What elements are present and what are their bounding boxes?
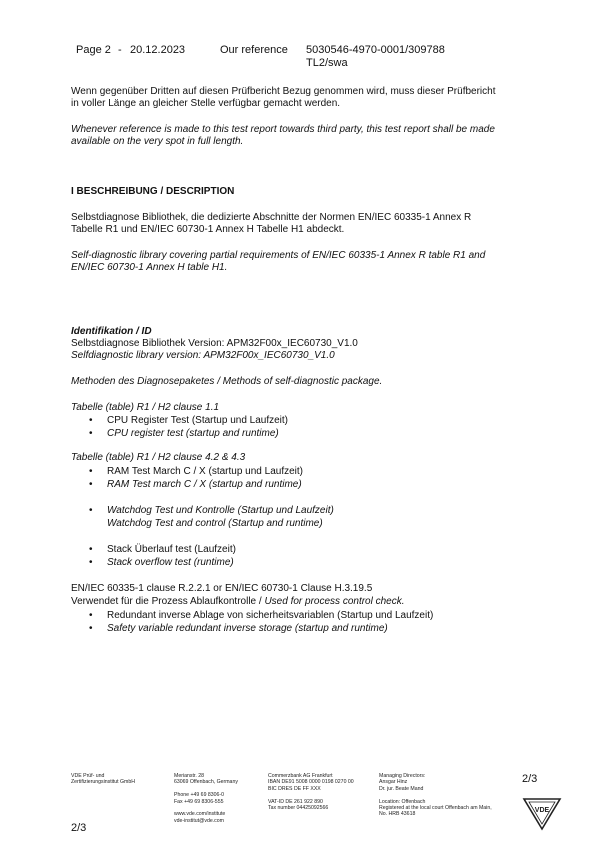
bullet-icon: • (89, 623, 93, 634)
header-separator: - (118, 44, 122, 56)
footer-directors: Managing Directors: Ansgar Hinz Dr. jur. Beate Mand Location: Offenbach Registered at the local court Offenbach am Main, No. HRB 43618 (379, 773, 492, 818)
description-de-line1: Selbstdiagnose Bibliothek, die dedizierte Abschnitte der Normen EN/IEC 60335-1 Annex R (71, 212, 472, 223)
library-version-de: Selbstdiagnose Bibliothek Version: APM32F00x_IEC60730_V1.0 (71, 338, 358, 349)
list-item: Redundant inverse Ablage von sicherheitsvariablen (Startup und Laufzeit) (107, 610, 434, 621)
notice-en-line2: available on the very spot in full length. (71, 136, 244, 147)
list-item: RAM Test March C / X (startup und Laufzeit) (107, 466, 304, 477)
notice-de-line1: Wenn gegenüber Dritten auf diesen Prüfbericht Bezug genommen wird, muss dieser Prüfbericht (71, 86, 496, 97)
vde-logo (522, 796, 562, 832)
reference-code: TL2/swa (306, 57, 348, 69)
list-item: Safety variable redundant inverse storage (startup and runtime) (107, 623, 388, 634)
page-label: Page 2 (76, 44, 111, 56)
process-control-line (71, 596, 405, 609)
list-item: CPU Register Test (Startup und Laufzeit) (107, 415, 289, 426)
list-item: CPU register test (startup and runtime) (107, 428, 279, 439)
bullet-icon: • (89, 479, 93, 490)
bullet-icon: • (89, 544, 93, 555)
bullet-icon: • (89, 557, 93, 568)
list-item: RAM Test march C / X (startup and runtime) (107, 479, 302, 490)
bullet-icon: • (89, 610, 93, 621)
description-de-line2: Tabelle R1 und EN/IEC 60730-1 Annex H Tabelle H1 abdeckt. (71, 224, 345, 235)
list-item-continuation: Watchdog Test and control (Startup and runtime) (107, 518, 323, 529)
process-control-de: Verwendet für die Prozess Ablaufkontrolle / (71, 596, 262, 607)
bullet-icon: • (89, 415, 93, 426)
description-en-line1: Self-diagnostic library covering partial requirements of EN/IEC 60335-1 Annex R table R1 and (71, 250, 486, 261)
list-item: Stack Überlauf test (Laufzeit) (107, 544, 236, 555)
bullet-icon: • (89, 505, 93, 516)
process-control-en: Used for process control check. (264, 596, 405, 607)
notice-de-line2: in voller Länge an gleicher Stelle verfügbar gemacht werden. (71, 98, 341, 109)
footer-address: Merianstr. 28 63069 Offenbach, Germany Phone +49 69 8306-0 Fax +49 69 8306-555 www.vde.com/institute vde-institut@vde.com (174, 773, 238, 824)
table2-title: Tabelle (table) R1 / H2 clause 4.2 & 4.3 (71, 452, 246, 463)
list-item: Stack overflow test (runtime) (107, 557, 234, 568)
footer-bank: Commerzbank AG Frankfurt IBAN DE91 5008 0000 0198 0270 00 BIC DRES DE FF XXX VAT-ID DE 261 922 890 Tax number 04425092566 (268, 773, 354, 811)
reference-label: Our reference (220, 44, 288, 56)
bullet-icon: • (89, 428, 93, 439)
notice-en-line1: Whenever reference is made to this test report towards third party, this test report shall be made (71, 124, 495, 135)
reference-number: 5030546-4970-0001/309788 (306, 44, 445, 56)
table1-title: Tabelle (table) R1 / H2 clause 1.1 (71, 402, 220, 413)
library-version-en: Selfdiagnostic library version: APM32F00x_IEC60730_V1.0 (71, 350, 335, 361)
footer-page-number: 2/3 (522, 773, 538, 785)
methods-heading: Methoden des Diagnosepaketes / Methods of self-diagnostic package. (71, 376, 383, 387)
vde-triangle-icon (522, 796, 562, 832)
identification-title: Identifikation / ID (71, 326, 152, 337)
description-en-line2: EN/IEC 60730-1 Annex H table H1. (71, 262, 228, 273)
list-item: Watchdog Test und Kontrolle (Startup und Laufzeit) (107, 505, 334, 516)
section-title: I BESCHREIBUNG / DESCRIPTION (71, 186, 235, 197)
header-date: 20.12.2023 (130, 44, 186, 56)
clause-line: EN/IEC 60335-1 clause R.2.2.1 or EN/IEC 60730-1 Clause H.3.19.5 (71, 583, 373, 594)
footer-company: VDE Prüf- und Zertifizierungsinstitut GmbH (71, 773, 135, 786)
bullet-icon: • (89, 466, 93, 477)
vde-logo-text: VDE (534, 807, 550, 814)
bottom-page-number: 2/3 (71, 822, 87, 834)
